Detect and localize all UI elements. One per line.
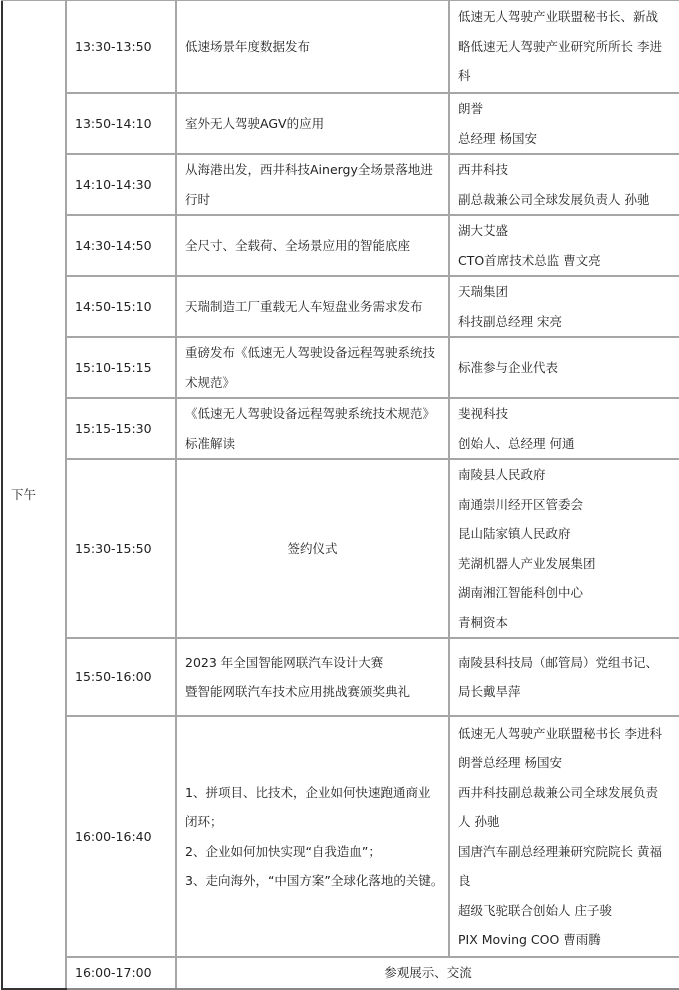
- speaker-line: 人 孙驰: [458, 814, 500, 829]
- topic-cell: [176, 154, 449, 215]
- time-cell: [66, 276, 176, 337]
- activity-label: 参观展示、交流: [384, 965, 472, 980]
- speaker-cell: [449, 398, 679, 459]
- topic-cell: [176, 0, 449, 93]
- speaker-cell: [449, 716, 679, 957]
- time-label: 15:15-15:30: [75, 420, 152, 436]
- topic-line: 3、走向海外，“中国方案”全球化落地的关键。: [185, 873, 444, 888]
- time-label: 15:30-15:50: [75, 540, 152, 556]
- topic-line: 术规范》: [185, 374, 236, 390]
- agenda-row: [2, 276, 679, 337]
- topic-cell: [176, 215, 449, 276]
- agenda-row: [2, 716, 679, 957]
- time-cell: [66, 154, 176, 215]
- time-cell: [66, 0, 176, 93]
- speaker-cell: [449, 459, 679, 638]
- activity-cell: [176, 957, 679, 989]
- speaker-line: 湖大艾盛: [458, 223, 509, 238]
- agenda-row: [2, 638, 679, 716]
- speaker-cell: [449, 154, 679, 215]
- speaker-cell: [449, 0, 679, 93]
- speaker-line: 斐视科技: [458, 406, 509, 421]
- speaker-line: 朗誉总经理 杨国安: [458, 755, 562, 770]
- topic-line: 行时: [185, 191, 211, 207]
- topic-line: 从海港出发，西井科技Ainergy全场景落地进: [185, 162, 433, 177]
- speaker-line: 南通崇川经开区管委会: [458, 496, 584, 512]
- time-cell: [66, 638, 176, 716]
- agenda-row: [2, 459, 679, 638]
- time-label: 15:10-15:15: [75, 359, 152, 375]
- speaker-line: CTO首席技术总监 曹文亮: [458, 252, 601, 268]
- time-cell: [66, 215, 176, 276]
- topic-line: 暨智能网联汽车技术应用挑战赛颁奖典礼: [185, 684, 411, 699]
- period-label: 下午: [11, 486, 37, 502]
- speaker-line: 低速无人驾驶产业联盟秘书长、新战: [458, 9, 659, 25]
- topic-cell: [176, 93, 449, 154]
- speaker-line: 科技副总经理 宋亮: [458, 313, 562, 329]
- topic-cell: [176, 459, 449, 638]
- time-label: 16:00-17:00: [75, 965, 152, 980]
- topic-cell: [176, 276, 449, 337]
- time-label: 14:30-14:50: [75, 237, 152, 253]
- speaker-line: PIX Moving COO 曹雨腾: [458, 932, 601, 947]
- topic-line: 2023 年全国智能网联汽车设计大赛: [185, 654, 384, 670]
- speaker-line: 创始人、总经理 何通: [458, 435, 575, 451]
- speaker-line: 略低速无人驾驶产业研究所所长 李进: [458, 38, 662, 54]
- speaker-line: 良: [458, 873, 471, 888]
- speaker-cell: [449, 276, 679, 337]
- agenda-row: [2, 0, 679, 93]
- speaker-line: 天瑞集团: [458, 284, 509, 299]
- topic-line: 室外无人驾驶AGV的应用: [185, 115, 325, 131]
- time-cell: [66, 93, 176, 154]
- time-cell: [66, 716, 176, 957]
- topic-line: 全尺寸、全载荷、全场景应用的智能底座: [185, 237, 411, 253]
- topic-cell: [176, 398, 449, 459]
- time-cell: [66, 337, 176, 398]
- topic-line: 签约仪式: [287, 540, 338, 556]
- topic-line: 低速场景年度数据发布: [185, 38, 311, 54]
- topic-cell: [176, 638, 449, 716]
- topic-line: 《低速无人驾驶设备远程驾驶系统技术规范》: [185, 406, 436, 421]
- speaker-line: 副总裁兼公司全球发展负责人 孙驰: [458, 191, 650, 207]
- speaker-line: 局长戴旱萍: [458, 684, 521, 699]
- speaker-cell: [449, 93, 679, 154]
- topic-line: 重磅发布《低速无人驾驶设备远程驾驶系统技: [185, 345, 436, 360]
- topic-line: 标准解读: [185, 435, 236, 451]
- speaker-line: 昆山陆家镇人民政府: [458, 526, 571, 541]
- agenda-table: [1, 0, 679, 990]
- speaker-cell: [449, 638, 679, 716]
- speaker-line: 标准参与企业代表: [458, 359, 559, 375]
- agenda-row: [2, 398, 679, 459]
- speaker-line: 南陵县人民政府: [458, 467, 546, 482]
- agenda-row: [2, 337, 679, 398]
- speaker-line: 芜湖机器人产业发展集团: [458, 555, 596, 571]
- speaker-cell: [449, 337, 679, 398]
- topic-line: 2、企业如何加快实现“自我造血”；: [185, 843, 381, 859]
- time-label: 16:00-16:40: [75, 828, 152, 844]
- agenda-row: [2, 154, 679, 215]
- agenda-row: [2, 215, 679, 276]
- period-cell: [2, 0, 66, 989]
- agenda-row: [2, 957, 679, 989]
- time-label: 15:50-16:00: [75, 669, 152, 685]
- speaker-line: 超级飞驼联合创始人 庄子骏: [458, 902, 612, 918]
- speaker-line: 国唐汽车副总经理兼研究院院长 黄福: [458, 843, 662, 859]
- speaker-line: 西井科技: [458, 162, 509, 177]
- speaker-line: 湖南湘江智能科创中心: [458, 585, 584, 600]
- time-cell: [66, 398, 176, 459]
- topic-cell: [176, 716, 449, 957]
- speaker-line: 朗誉: [458, 101, 484, 116]
- speaker-line: 青桐资本: [458, 614, 509, 630]
- speaker-line: 南陵县科技局（邮管局）党组书记、: [458, 654, 659, 670]
- topic-line: 1、拼项目、比技术，企业如何快速跑通商业: [185, 784, 431, 800]
- time-label: 14:50-15:10: [75, 298, 152, 314]
- topic-cell: [176, 337, 449, 398]
- speaker-cell: [449, 215, 679, 276]
- topic-line: 闭环；: [185, 814, 223, 829]
- speaker-line: 低速无人驾驶产业联盟秘书长 李进科: [458, 725, 662, 741]
- speaker-line: 科: [458, 68, 471, 84]
- time-cell: [66, 957, 176, 989]
- topic-line: 天瑞制造工厂重载无人车短盘业务需求发布: [185, 298, 423, 314]
- speaker-line: 西井科技副总裁兼公司全球发展负责: [458, 784, 659, 800]
- time-label: 13:50-14:10: [75, 115, 152, 131]
- agenda-row: [2, 93, 679, 154]
- time-cell: [66, 459, 176, 638]
- time-label: 14:10-14:30: [75, 176, 152, 192]
- time-label: 13:30-13:50: [75, 38, 152, 54]
- speaker-line: 总经理 杨国安: [458, 130, 537, 146]
